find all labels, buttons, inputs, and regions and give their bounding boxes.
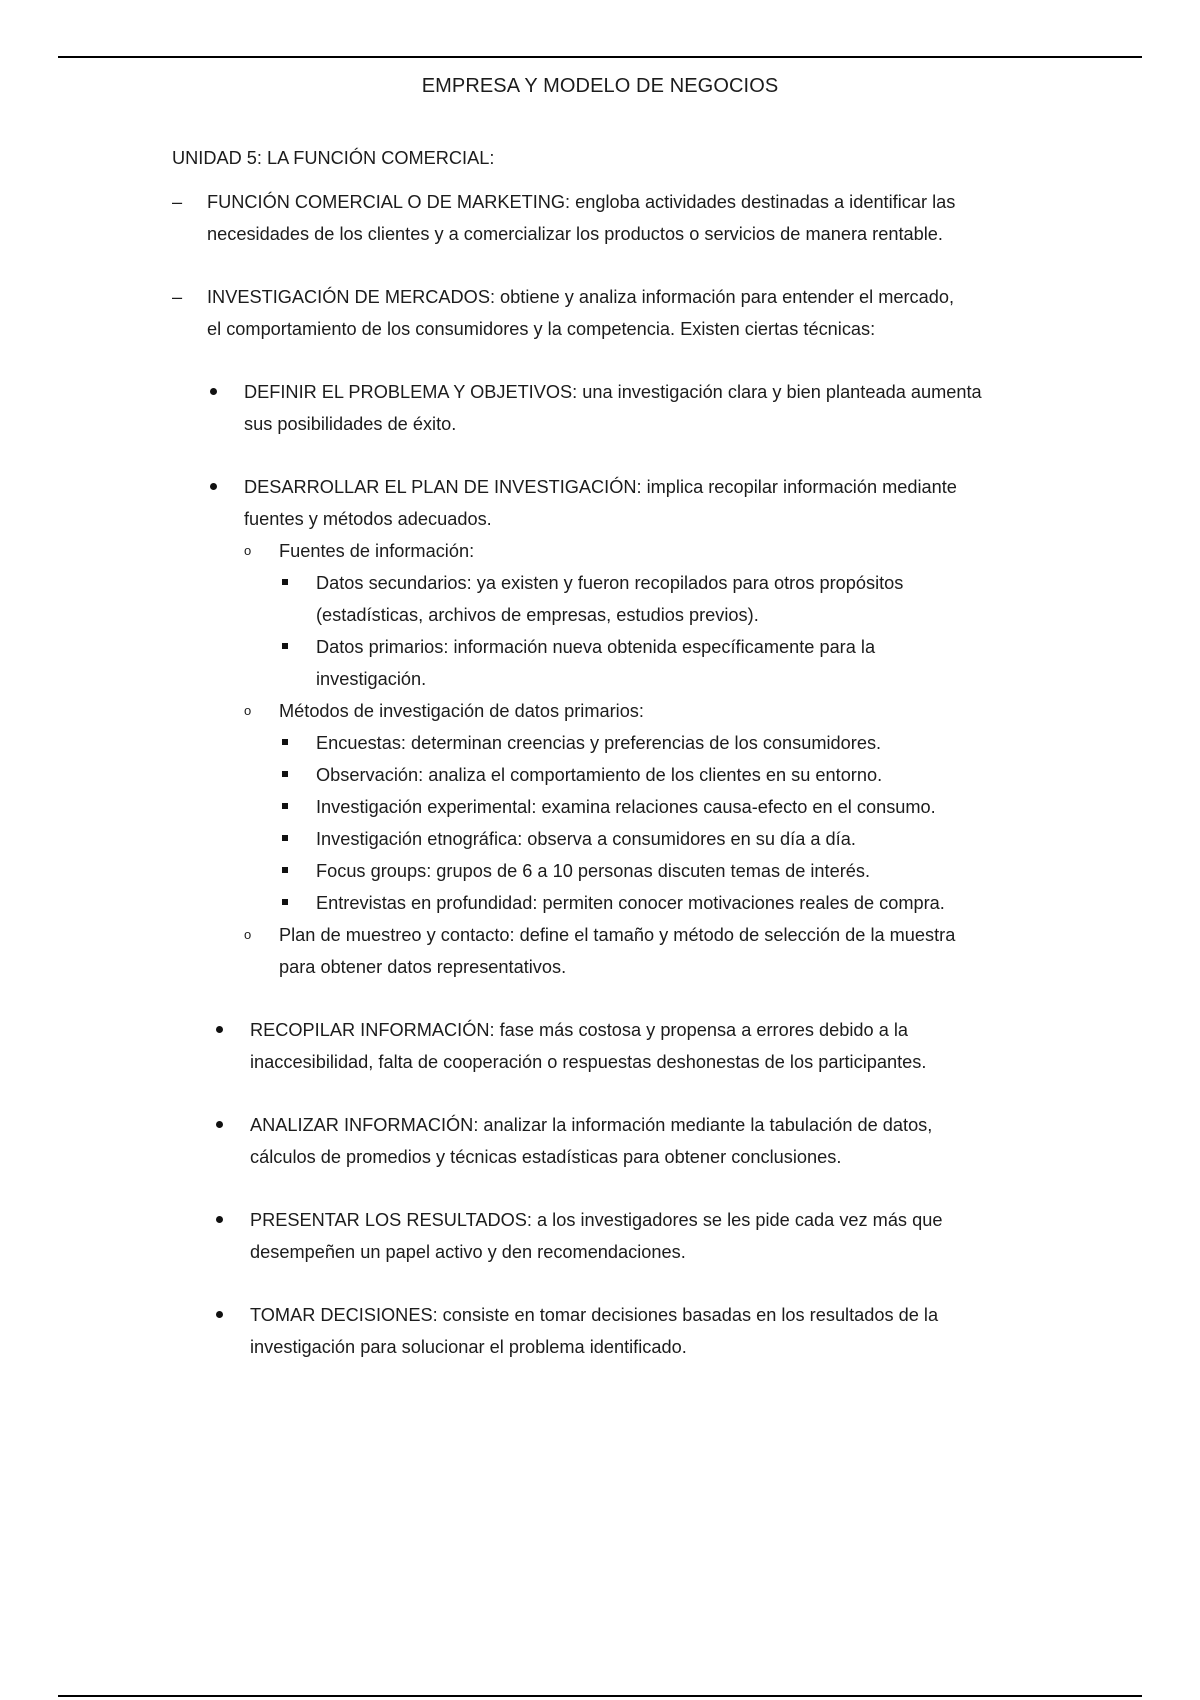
- square-bullet-icon: [282, 867, 288, 873]
- list-item-metodo: [172, 759, 1052, 791]
- bullet-icon: [216, 1204, 230, 1236]
- circle-marker: o: [244, 543, 252, 558]
- text-line: cálculos de promedios y técnicas estadísticas para obtener conclusiones.: [250, 1147, 842, 1167]
- text-line: PRESENTAR LOS RESULTADOS: a los investigadores se les pide cada vez más que: [250, 1210, 943, 1230]
- text-line: DEFINIR EL PROBLEMA Y OBJETIVOS: una investigación clara y bien planteada aumenta: [244, 382, 982, 402]
- text-line: desempeñen un papel activo y den recomendaciones.: [250, 1242, 686, 1262]
- subitem-muestreo: [172, 919, 1052, 983]
- square-bullet-icon: [282, 643, 288, 649]
- step-desarrollar: [172, 471, 1052, 535]
- list-item-metodo: [172, 887, 1052, 919]
- step-analizar: [172, 1109, 1052, 1173]
- text-line: Datos secundarios: ya existen y fueron recopilados para otros propósitos: [316, 573, 904, 593]
- dash-marker: –: [172, 192, 183, 212]
- text-line: Entrevistas en profundidad: permiten conocer motivaciones reales de compra.: [316, 893, 945, 913]
- text-line: para obtener datos representativos.: [279, 957, 567, 977]
- footer-rule: [58, 1695, 1142, 1697]
- step-definir: [172, 376, 1052, 440]
- text-line: Investigación experimental: examina relaciones causa-efecto en el consumo.: [316, 797, 936, 817]
- text-line: el comportamiento de los consumidores y la competencia. Existen ciertas técnicas:: [207, 319, 876, 339]
- list-item-metodo: [172, 791, 1052, 823]
- bullet-icon: [216, 1109, 230, 1141]
- unit-title: UNIDAD 5: LA FUNCIÓN COMERCIAL:: [172, 148, 495, 168]
- circle-marker: o: [244, 927, 252, 942]
- list-item-metodo: [172, 823, 1052, 855]
- document-body: [172, 142, 1052, 1363]
- bullet-icon: [210, 376, 224, 408]
- bullet-icon: [216, 1299, 230, 1331]
- section-investigacion-mercados: [172, 281, 1052, 345]
- text-line: RECOPILAR INFORMACIÓN: fase más costosa y propensa a errores debido a la: [250, 1020, 909, 1040]
- text-line: investigación.: [316, 669, 427, 689]
- square-bullet-icon: [282, 835, 288, 841]
- text-line: Encuestas: determinan creencias y preferencias de los consumidores.: [316, 733, 882, 753]
- square-bullet-icon: [282, 771, 288, 777]
- document-title: EMPRESA Y MODELO DE NEGOCIOS: [421, 75, 779, 97]
- step-recopilar: [172, 1014, 1052, 1078]
- text-line: Métodos de investigación de datos primarios:: [279, 701, 644, 721]
- text-line: investigación para solucionar el problema identificado.: [250, 1337, 687, 1357]
- section-funcion-comercial: [172, 186, 1052, 250]
- subitem-metodos: [172, 695, 1052, 727]
- circle-marker: o: [244, 703, 252, 718]
- text-line: (estadísticas, archivos de empresas, estudios previos).: [316, 605, 759, 625]
- text-line: ANALIZAR INFORMACIÓN: analizar la información mediante la tabulación de datos,: [250, 1115, 933, 1135]
- text-line: Fuentes de información:: [279, 541, 475, 561]
- text-line: Investigación etnográfica: observa a consumidores en su día a día.: [316, 829, 856, 849]
- text-line: inaccesibilidad, falta de cooperación o respuestas deshonestas de los participantes.: [250, 1052, 927, 1072]
- text-line: Observación: analiza el comportamiento de los clientes en su entorno.: [316, 765, 883, 785]
- text-line: TOMAR DECISIONES: consiste en tomar decisiones basadas en los resultados de la: [250, 1305, 939, 1325]
- step-tomar: [172, 1299, 1052, 1363]
- list-item-datos-secundarios: [172, 567, 1052, 631]
- text-line: fuentes y métodos adecuados.: [244, 509, 492, 529]
- square-bullet-icon: [282, 899, 288, 905]
- subitem-fuentes: [172, 535, 1052, 567]
- square-bullet-icon: [282, 803, 288, 809]
- text-line: INVESTIGACIÓN DE MERCADOS: obtiene y analiza información para entender el mercado,: [207, 287, 955, 307]
- list-item-metodo: [172, 855, 1052, 887]
- text-line: necesidades de los clientes y a comercializar los productos o servicios de manera rentable.: [207, 224, 943, 244]
- text-line: FUNCIÓN COMERCIAL O DE MARKETING: engloba actividades destinadas a identificar las: [207, 192, 956, 212]
- dash-marker: –: [172, 287, 183, 307]
- list-item-datos-primarios: [172, 631, 1052, 695]
- page-header: [0, 72, 1200, 100]
- header-rule: [58, 56, 1142, 58]
- text-line: Datos primarios: información nueva obtenida específicamente para la: [316, 637, 876, 657]
- bullet-icon: [216, 1014, 230, 1046]
- square-bullet-icon: [282, 579, 288, 585]
- bullet-icon: [210, 471, 224, 503]
- text-line: Plan de muestreo y contacto: define el tamaño y método de selección de la muestra: [279, 925, 956, 945]
- text-line: DESARROLLAR EL PLAN DE INVESTIGACIÓN: implica recopilar información mediante: [244, 477, 957, 497]
- text-line: sus posibilidades de éxito.: [244, 414, 457, 434]
- step-presentar: [172, 1204, 1052, 1268]
- square-bullet-icon: [282, 739, 288, 745]
- list-item-metodo: [172, 727, 1052, 759]
- text-line: Focus groups: grupos de 6 a 10 personas discuten temas de interés.: [316, 861, 871, 881]
